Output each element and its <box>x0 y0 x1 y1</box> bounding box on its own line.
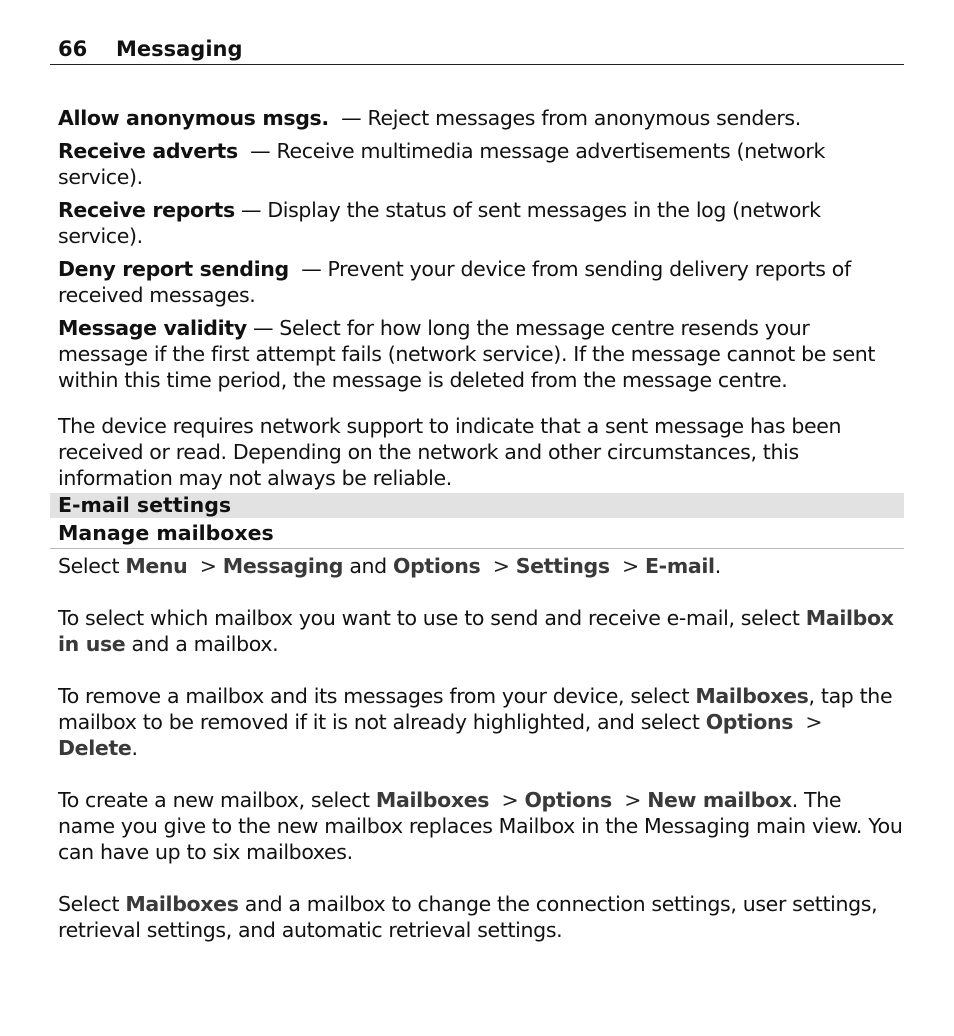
text: Select <box>58 554 120 578</box>
definition-item <box>58 138 904 190</box>
text: Select <box>58 892 120 916</box>
definition-term: Receive adverts <box>58 139 238 163</box>
text: , tap the mailbox to be removed if it is not already highlighted, and select <box>58 684 893 734</box>
messaging-ui-term: Messaging <box>222 554 344 578</box>
text: and <box>349 554 387 578</box>
options-ui-term: Options <box>705 710 794 734</box>
select-mailbox-paragraph <box>58 605 904 657</box>
text: . The name you give to the new mailbox replaces Mailbox in the Messaging main view. You can have up to six mailboxes. <box>58 788 903 864</box>
settings-definitions <box>58 105 904 491</box>
text: and a mailbox. <box>131 632 279 656</box>
menu-ui-term: Menu <box>125 554 188 578</box>
definition-term: Receive reports <box>58 198 235 222</box>
definition-term: Message validity <box>58 316 247 340</box>
mailboxes-ui-term: Mailboxes <box>695 684 809 708</box>
definition-description: Reject messages from anonymous senders. <box>367 106 801 130</box>
text: To select which mailbox you want to use to send and receive e-mail, select <box>58 606 800 630</box>
page-header <box>50 36 904 65</box>
subsection-heading: Manage mailboxes <box>50 519 904 549</box>
definition-dash: — <box>301 257 322 281</box>
definition-item <box>58 315 904 393</box>
definition-term: Deny report sending <box>58 257 289 281</box>
path-separator: > <box>501 788 519 812</box>
path-separator: > <box>624 788 642 812</box>
change-settings-paragraph <box>58 891 904 943</box>
path-separator: > <box>492 554 510 578</box>
definition-item <box>58 197 904 249</box>
create-mailbox-paragraph <box>58 787 904 865</box>
text: To create a new mailbox, select <box>58 788 370 812</box>
remove-mailbox-paragraph <box>58 683 904 761</box>
mailbox-instructions <box>58 553 904 969</box>
definition-term: Allow anonymous msgs. <box>58 106 329 130</box>
menu-path-paragraph <box>58 553 904 579</box>
network-note: The device requires network support to indicate that a sent message has been received or read. Depending on the network and other circumstances, this information may not always be reliable. <box>58 414 842 490</box>
options-ui-term: Options <box>393 554 481 578</box>
path-separator: > <box>805 710 823 734</box>
text: . <box>714 554 721 578</box>
settings-ui-term: Settings <box>515 554 610 578</box>
delete-ui-term: Delete <box>58 736 132 760</box>
definition-item <box>58 256 904 308</box>
text: . <box>131 736 138 760</box>
page-number: 66 <box>58 37 88 61</box>
definition-dash: — <box>341 106 362 130</box>
definition-dash: — <box>240 198 262 222</box>
mailboxes-ui-term: Mailboxes <box>375 788 490 812</box>
definition-dash: — <box>252 316 274 340</box>
new-mailbox-ui-term: New mailbox <box>647 788 792 812</box>
text: To remove a mailbox and its messages from your device, select <box>58 684 690 708</box>
definition-description: Prevent your device from sending delivery reports of received messages. <box>58 257 851 307</box>
text: and a mailbox to change the connection settings, user settings, retrieval settings, and automatic retrieval settings. <box>58 892 878 942</box>
section-heading: E-mail settings <box>50 493 904 518</box>
mailboxes-ui-term: Mailboxes <box>125 892 239 916</box>
definition-description: Select for how long the message centre resends your message if the first attempt fails (network service). If the message cannot be sent within this time period, the message is deleted from the message centre. <box>58 316 876 392</box>
path-separator: > <box>199 554 217 578</box>
options-ui-term: Options <box>524 788 612 812</box>
chapter-title: Messaging <box>116 37 243 61</box>
definition-item <box>58 105 904 131</box>
definition-description: Receive multimedia message advertisements (network service). <box>58 139 825 189</box>
mailbox-in-use-ui-term: Mailbox in use <box>58 606 894 656</box>
path-separator: > <box>622 554 639 578</box>
definition-dash: — <box>250 139 271 163</box>
definition-description: Display the status of sent messages in the log (network service). <box>58 198 821 248</box>
email-ui-term: E-mail <box>645 554 715 578</box>
